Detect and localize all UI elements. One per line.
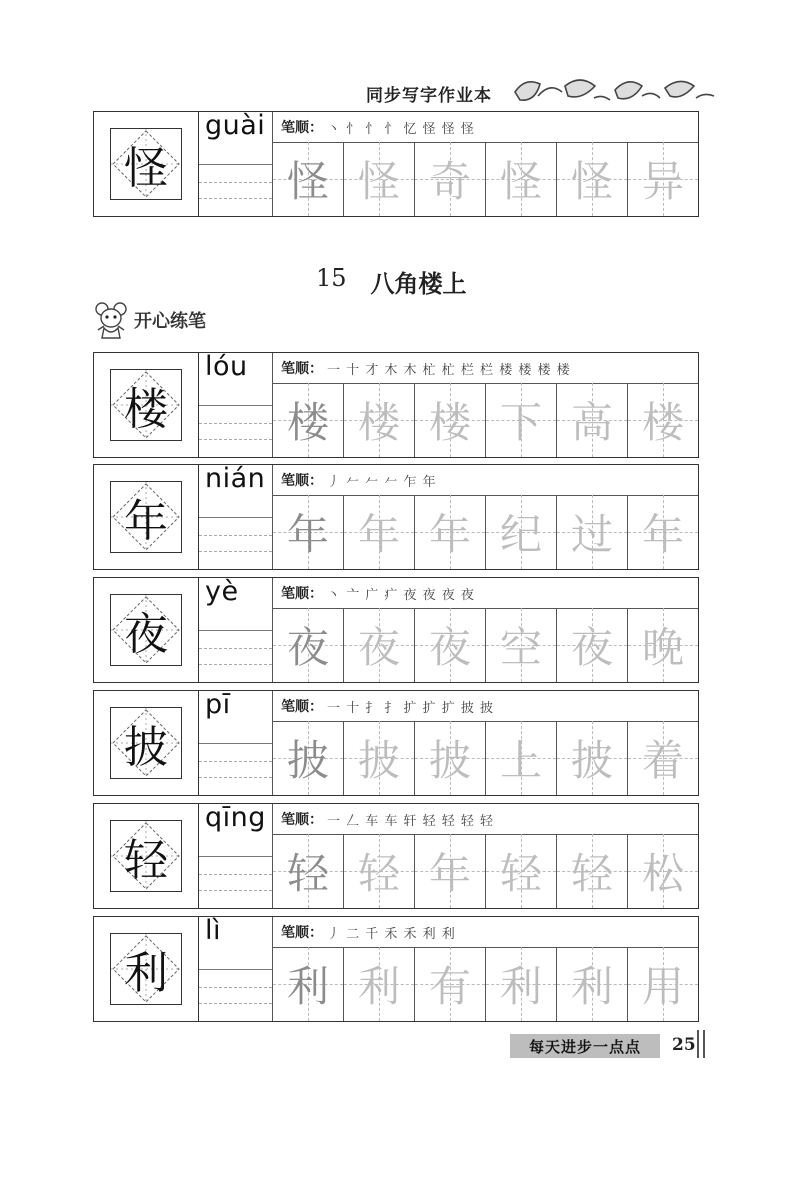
stroke-order-label: 笔顺： [281,812,323,828]
practice-cell[interactable] [557,947,628,1021]
practice-cell[interactable] [486,834,557,908]
practice-grid [273,947,698,1021]
stroke-order-row [273,353,698,384]
pinyin-text: qīng [205,802,266,833]
practice-cell[interactable] [344,142,415,216]
trace-char: 异 [641,157,684,206]
practice-cell[interactable] [415,947,486,1021]
practice-cell[interactable] [557,383,628,457]
section-label: 开心练笔 [134,311,206,332]
practice-cell[interactable] [628,834,698,908]
trace-char: 松 [641,849,684,898]
practice-cell[interactable] [273,383,344,457]
trace-char: 纪 [499,510,542,559]
trace-char: 利 [499,962,542,1011]
trace-char: 轻 [570,849,613,898]
pinyin-text: guài [205,110,266,141]
practice-grid [273,834,698,908]
practice-cell[interactable] [273,142,344,216]
practice-cell[interactable] [344,383,415,457]
pinyin-cell [199,804,273,908]
practice-cell[interactable] [415,142,486,216]
big-char-cell [94,465,199,569]
practice-cell[interactable] [344,834,415,908]
stroke-order-label: 笔顺： [281,120,323,136]
model-char: 夜 [124,609,168,660]
big-char-cell [94,804,199,908]
model-char: 楼 [124,384,168,435]
trace-char: 过 [570,510,613,559]
model-char: 怪 [124,143,168,194]
trace-char: 奇 [428,157,471,206]
trace-char: 夜 [428,623,471,672]
practice-grid [273,142,698,216]
practice-cell[interactable] [628,495,698,569]
char-row [93,577,699,683]
practice-cell[interactable] [344,947,415,1021]
practice-cell[interactable] [628,608,698,682]
trace-char: 上 [499,736,542,785]
trace-char: 年 [641,510,684,559]
trace-char: 披 [570,736,613,785]
practice-grid [273,495,698,569]
stroke-order-row [273,465,698,496]
stroke-order-sequence: 丿 二 千 禾 禾 利 利 [327,926,456,942]
trace-char: 轻 [499,849,542,898]
practice-cell[interactable] [486,142,557,216]
trace-char: 怪 [499,157,542,206]
trace-char: 披 [428,736,471,785]
stroke-order-row [273,804,698,835]
footer-bars [697,1030,707,1058]
practice-cell[interactable] [273,947,344,1021]
stroke-order-label: 笔顺： [281,699,323,715]
trace-char: 轻 [286,849,329,898]
page-number: 25 [672,1035,696,1055]
model-char: 披 [124,722,168,773]
practice-cell[interactable] [628,383,698,457]
trace-char: 夜 [357,623,400,672]
trace-char: 怪 [570,157,613,206]
practice-grid [273,383,698,457]
trace-char: 怪 [286,157,329,206]
section-header [94,300,206,340]
practice-cell[interactable] [415,834,486,908]
practice-cell[interactable] [344,495,415,569]
stroke-order-label: 笔顺： [281,361,323,377]
practice-cell[interactable] [486,608,557,682]
stroke-order-row [273,691,698,722]
big-char-cell [94,917,199,1021]
practice-cell[interactable] [486,383,557,457]
char-row [93,464,699,570]
stroke-order-sequence: 丶 亠 广 疒 夜 夜 夜 夜 [327,587,475,603]
trace-char: 夜 [286,623,329,672]
header [366,80,492,106]
trace-char: 利 [286,962,329,1011]
trace-char: 年 [286,510,329,559]
big-char-cell [94,578,199,682]
book-title: 同步写字作业本 [366,85,492,106]
trace-char: 披 [286,736,329,785]
pinyin-cell [199,578,273,682]
pinyin-text: yè [205,576,239,607]
trace-char: 年 [428,510,471,559]
footer-text: 每天进步一点点 [528,1037,641,1056]
practice-cell[interactable] [557,721,628,795]
stroke-order-label: 笔顺： [281,473,323,489]
pinyin-text: lì [205,915,222,946]
mouse-mascot-icon [94,300,130,340]
trace-char: 夜 [570,623,613,672]
practice-cell[interactable] [415,495,486,569]
char-row [93,352,699,458]
pinyin-cell [199,465,273,569]
practice-cell[interactable] [628,142,698,216]
practice-cell[interactable] [486,947,557,1021]
model-char: 轻 [124,835,168,886]
model-char: 年 [124,496,168,547]
practice-cell[interactable] [415,721,486,795]
footer-banner [510,1034,660,1058]
trace-char: 下 [499,398,542,447]
stroke-order-sequence: 一 十 扌 扌 扩 扩 扩 披 披 [327,700,495,716]
trace-char: 着 [641,736,684,785]
practice-cell[interactable] [344,608,415,682]
model-char: 利 [124,948,168,999]
trace-char: 利 [357,962,400,1011]
practice-cell[interactable] [557,834,628,908]
practice-grid [273,608,698,682]
practice-cell[interactable] [273,721,344,795]
chapter-heading [316,264,467,299]
practice-cell[interactable] [415,383,486,457]
stroke-order-row [273,917,698,948]
trace-char: 高 [570,398,613,447]
trace-char: 有 [428,962,471,1011]
practice-cell[interactable] [557,608,628,682]
char-row [93,916,699,1022]
practice-cell[interactable] [628,721,698,795]
stroke-order-row [273,578,698,609]
practice-cell[interactable] [273,495,344,569]
pinyin-cell [199,353,273,457]
practice-cell[interactable] [486,721,557,795]
practice-cell[interactable] [628,947,698,1021]
big-char-cell [94,353,199,457]
trace-char: 楼 [641,398,684,447]
pinyin-text: nián [205,463,266,494]
trace-char: 年 [357,510,400,559]
big-char-cell [94,112,199,216]
trace-char: 楼 [428,398,471,447]
chapter-number: 15 [316,264,347,292]
practice-cell[interactable] [415,608,486,682]
stroke-order-label: 笔顺： [281,586,323,602]
trace-char: 利 [570,962,613,1011]
trace-char: 轻 [357,849,400,898]
pinyin-cell [199,917,273,1021]
trace-char: 楼 [357,398,400,447]
pinyin-text: lóu [205,351,248,382]
trace-char: 怪 [357,157,400,206]
pinyin-cell [199,112,273,216]
char-row [93,690,699,796]
trace-char: 空 [499,623,542,672]
stroke-order-sequence: 丿 𠂉 𠂉 𠂉 乍 年 [327,474,437,490]
pinyin-cell [199,691,273,795]
trace-char: 用 [641,962,684,1011]
chapter-title: 八角楼上 [370,269,467,298]
stroke-order-sequence: 一 𠃋 车 车 轩 轻 轻 轻 轻 [327,813,495,829]
char-row [93,111,699,217]
pinyin-text: pī [205,689,231,720]
big-char-cell [94,691,199,795]
practice-cell[interactable] [273,608,344,682]
stroke-order-sequence: 丶 忄 忄 忄 忆 怪 怪 怪 [327,121,475,137]
trace-char: 晚 [641,623,684,672]
practice-grid [273,721,698,795]
practice-cell[interactable] [344,721,415,795]
char-row [93,803,699,909]
practice-cell[interactable] [557,142,628,216]
stroke-order-label: 笔顺： [281,925,323,941]
trace-char: 楼 [286,398,329,447]
stroke-order-row [273,112,698,143]
practice-cell[interactable] [486,495,557,569]
stroke-order-sequence: 一 十 才 木 木 杧 杧 栏 栏 楼 楼 楼 楼 [327,362,571,378]
leaf-decoration-icon [510,72,720,112]
practice-cell[interactable] [273,834,344,908]
trace-char: 年 [428,849,471,898]
trace-char: 披 [357,736,400,785]
practice-cell[interactable] [557,495,628,569]
